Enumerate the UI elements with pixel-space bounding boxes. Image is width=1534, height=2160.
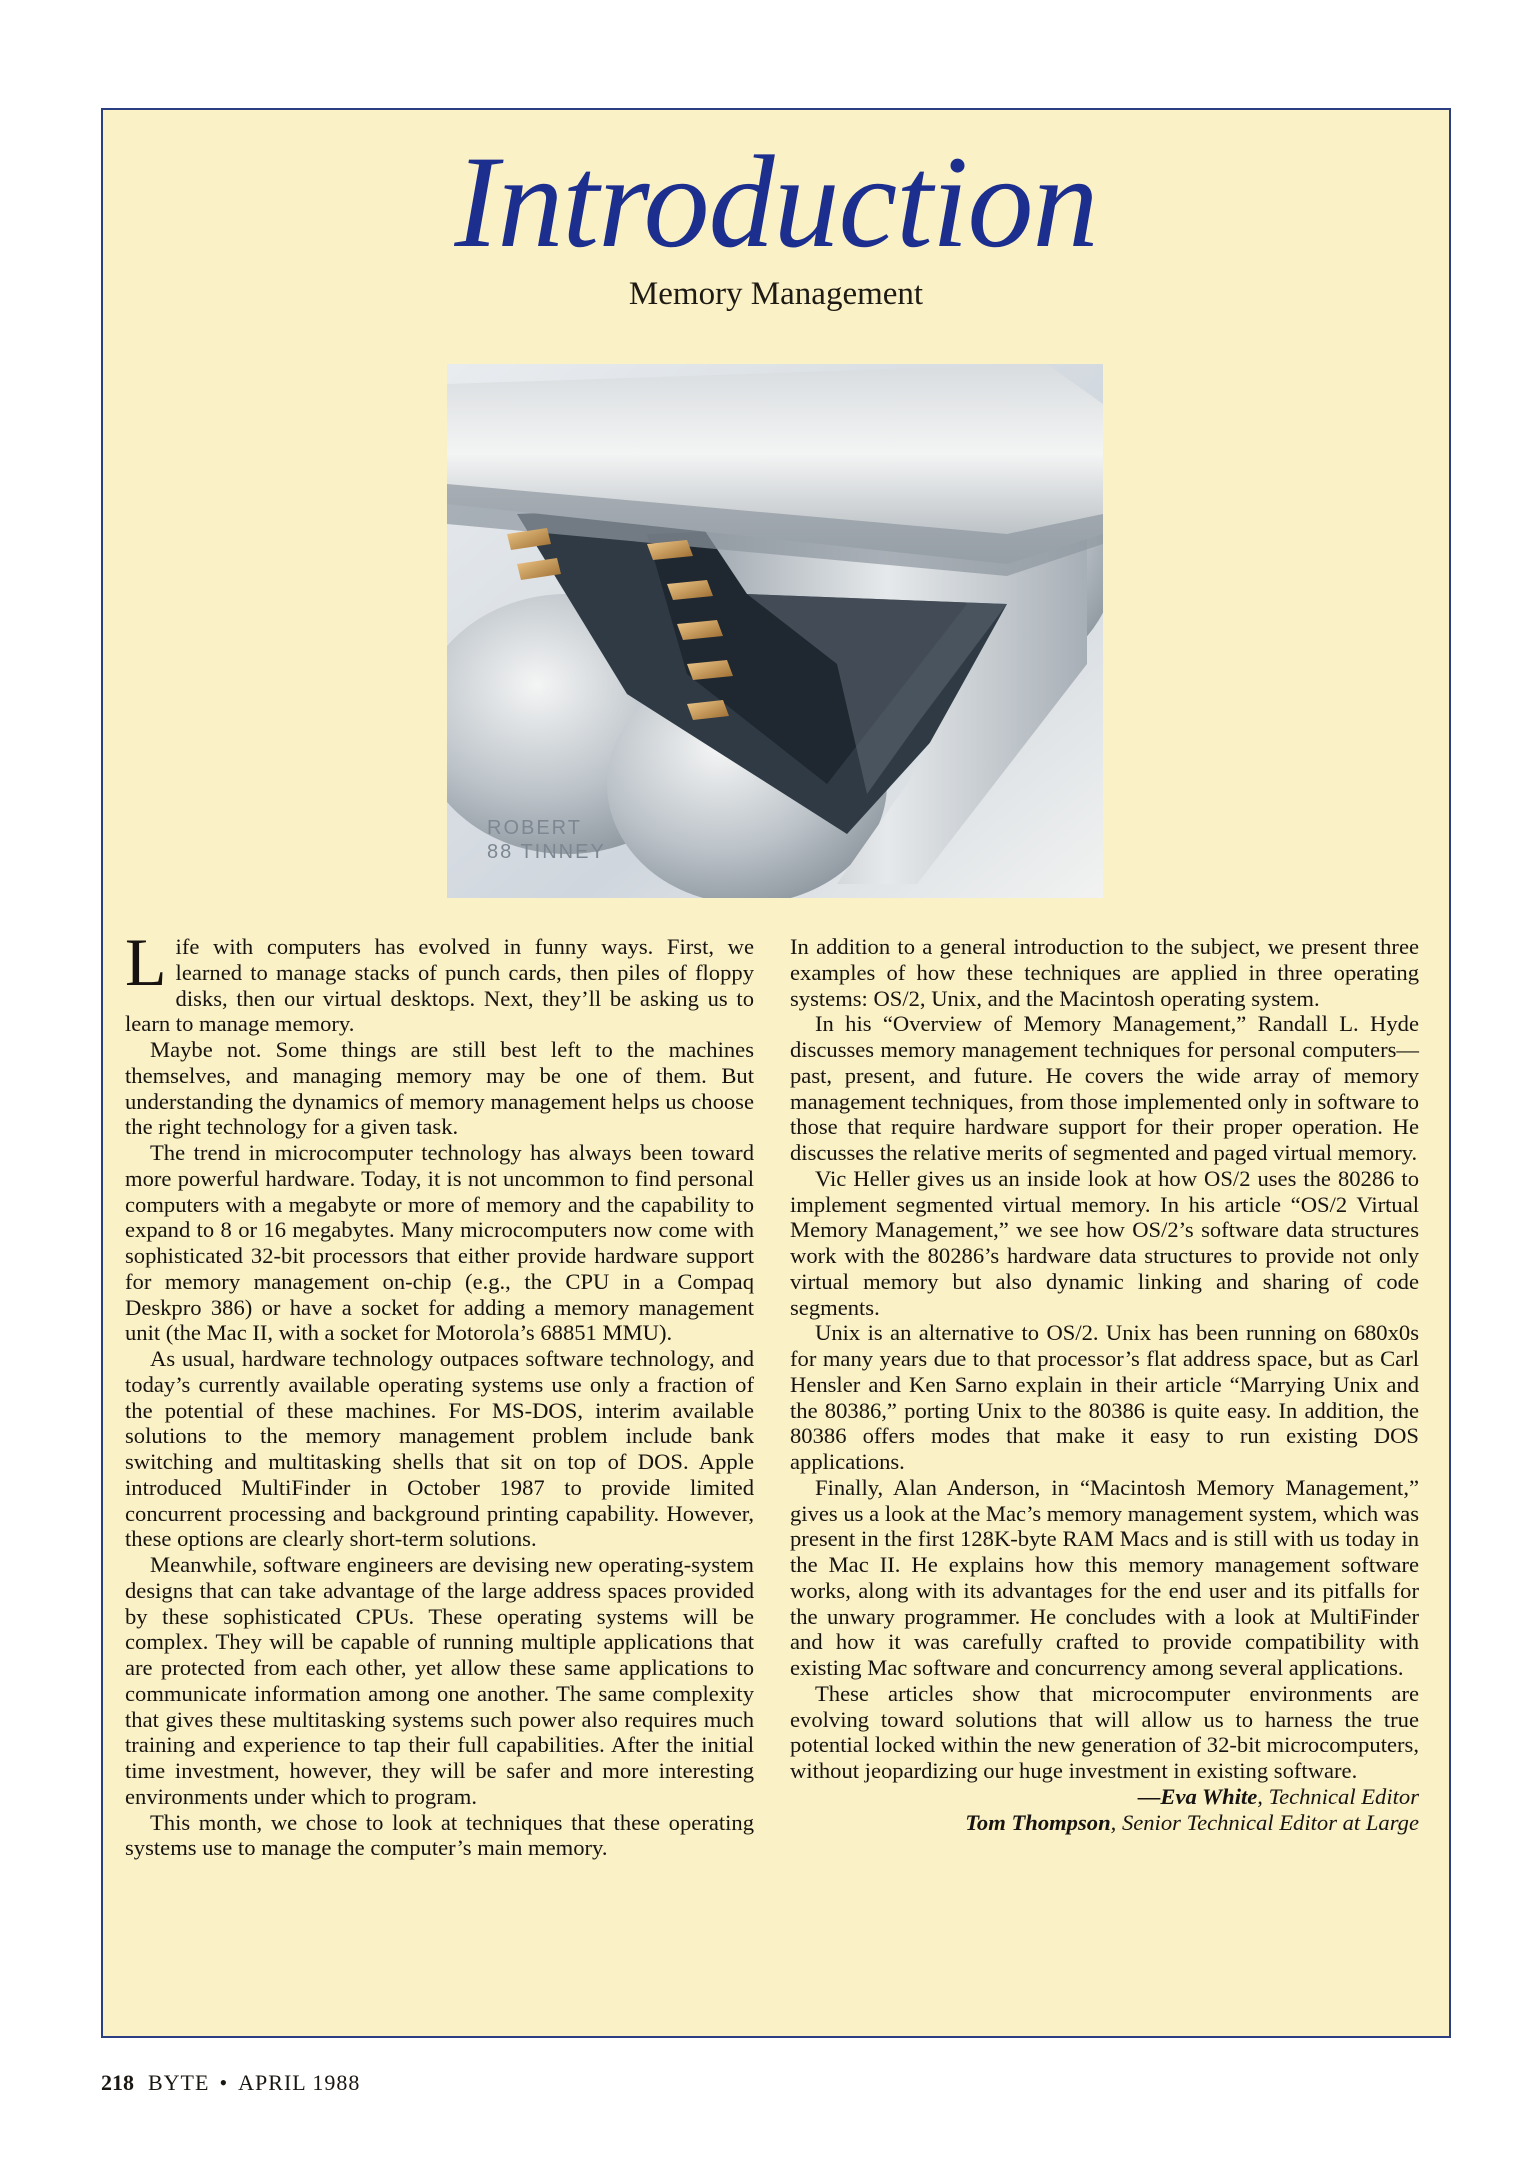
paragraph: Vic Heller gives us an inside look at how OS/2 uses the 80286 to implement segmented virtual memory. In his article “OS/2 Virtual Memory Management,” we see how OS/2’s software data structures work with the 80286’s hardware data structures to provide not only virtual memory but also dynamic linking and sharing of code segments. [790,1165,1419,1320]
paragraph: In his “Overview of Memory Management,” Randall L. Hyde discusses memory management techniques for personal computers—past, present, and future. He covers the wide array of memory management techniques, from those implemented only in software to those that require hardware support for their proper operation. He discusses the relative merits of segmented and paged virtual memory. [790,1011,1419,1165]
drop-cap: L [125,924,167,1000]
chip-illustration-svg [447,364,1103,898]
page-subtitle: Memory Management [628,276,924,312]
article-column-left [125,924,754,1861]
paragraph: This month, we chose to look at techniques that these operating systems use to manage the computer’s main memory. [125,1809,754,1861]
magazine-name: BYTE [148,2070,210,2095]
page-number: 218 [101,2070,134,2095]
artist-signature-line1: ROBERT [487,817,582,839]
signature-role: Technical Editor [1268,1783,1419,1809]
article-panel [101,108,1451,2038]
page-footer [101,2070,360,2096]
illustration-memory-chip [447,364,1103,898]
footer-separator: • [219,2070,229,2095]
paragraph: Meanwhile, software engineers are devising new operating-system designs that can take advantage of the large address spaces provided by these sophisticated CPUs. These operating systems will be complex. They will be capable of running multiple applications that are protected from each other, yet allow these same applications to communicate information among one another. The same complexity that gives these multitasking systems such power also requires much training and experience to tap their full capabilities. After the initial time investment, however, they will be safer and more interesting environments under which to program. [125,1552,754,1809]
paragraph: In addition to a general introduction to the subject, we present three examples of how these techniques are applied in three operating systems: OS/2, Unix, and the Macintosh operating system. [790,934,1419,1011]
paragraph: The trend in microcomputer technology has always been toward more powerful hardware. Today, it is not uncommon to find personal computers with a megabyte or more of memory and the capability to expand to 8 or 16 megabytes. Many microcomputers now come with sophisticated 32-bit processors that either provide hardware support for memory management on-chip (e.g., the CPU in a Compaq Deskpro 386) or have a socket for adding a memory management unit (the Mac II, with a socket for Motorola’s 68851 MMU). [125,1140,754,1346]
paragraph: As usual, hardware technology outpaces software technology, and today’s currently available operating systems use only a fraction of the potential of these machines. For MS-DOS, interim available solutions to the memory management problem include bank switching and multitasking shells that sit on top of DOS. Apple introduced MultiFinder in October 1987 to provide limited concurrent processing and background printing capability. However, these options are clearly short-term solutions. [125,1346,754,1552]
artist-signature-line2: 88 TINNEY [487,841,606,863]
signature-role: Senior Technical Editor at Large [1121,1809,1419,1835]
article-column-right [790,934,1419,1835]
signature-name: Tom Thompson [965,1809,1111,1835]
paragraph: Finally, Alan Anderson, in “Macintosh Memory Management,” gives us a look at the Mac’s memory management system, which was present in the first 128K-byte RAM Macs and is still with us today in the Mac II. He explains how this memory management software works, along with its advantages for the end user and its pitfalls for the unwary programmer. He concludes with a look at MultiFinder and how it was carefully crafted to provide compatibility with existing Mac software and concurrency among several applications. [790,1474,1419,1680]
paragraph: These articles show that microcomputer environments are evolving toward solutions that will allow us to harness the true potential locked within the new generation of 32-bit microcomputers, without jeopardizing our huge investment in existing software. [790,1680,1419,1783]
paragraph: Maybe not. Some things are still best left to the machines themselves, and managing memory may be one of them. But understanding the dynamics of memory management helps us choose the right technology for a given task. [125,1037,754,1140]
paragraph: Life with computers has evolved in funny ways. First, we learned to manage stacks of punch cards, then piles of floppy disks, then our virtual desktops. Next, they’ll be asking us to learn to manage memory. [125,924,754,1037]
paragraph: Unix is an alternative to OS/2. Unix has been running on 680x0s for many years due to that processor’s flat address space, but as Carl Hensler and Ken Sarno explain in their article “Marrying Unix and the 80386,” porting Unix to the 80386 is quite easy. In addition, the 80386 offers modes that make it easy to run existing DOS applications. [790,1320,1419,1474]
issue-date: APRIL 1988 [238,2070,361,2095]
signature-name: —Eva White [1137,1783,1258,1809]
signature-senior-editor: Tom Thompson, Senior Technical Editor at Large [965,1809,1419,1835]
page-title: Introduction [454,128,1098,275]
signature-editor: —Eva White, Technical Editor [1137,1783,1419,1809]
